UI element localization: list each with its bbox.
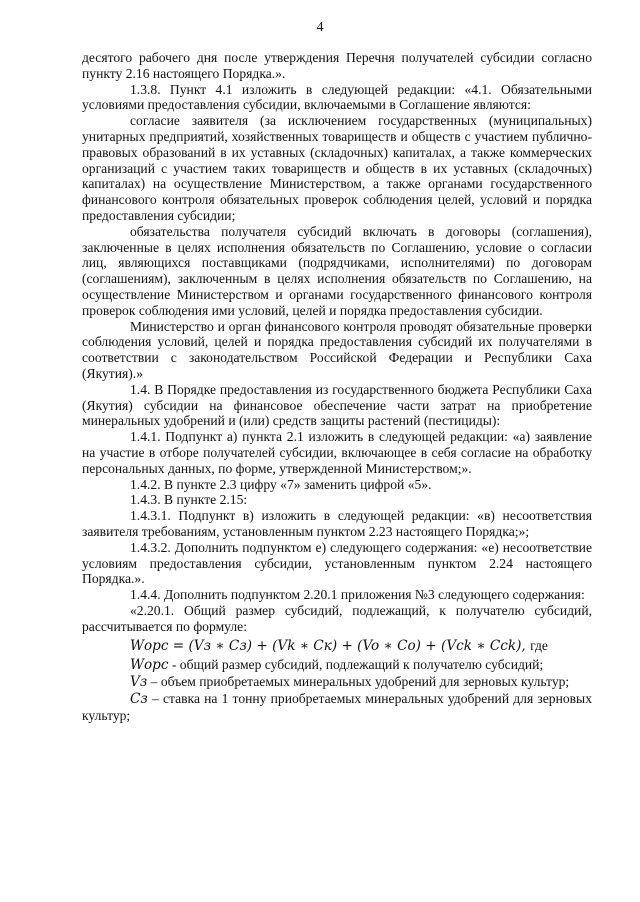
definition [82, 691, 592, 724]
definition-symbol: Vз [130, 674, 148, 691]
definition-text: – ставка на 1 тонну приобретаемых минеральных удобрений для зерновых культур; [82, 691, 592, 723]
definition-symbol: Сз [130, 691, 148, 708]
paragraph: 1.4.3. В пункте 2.15: [130, 492, 248, 508]
definition [82, 657, 592, 674]
formula-expression: Wорс = (Vз ∗ Cз) + (Vk ∗ Cк) + (Vo ∗ Co) + (Vck ∗ Cck), [130, 638, 526, 655]
subsidy-formula [82, 637, 592, 655]
paragraph: 1.4.3.1. Подпункт в) изложить в следующей редакции: «в) несоответствия заявителя требованиям, установленным пунктом 2.23 настоящего Порядка;»; [82, 508, 592, 539]
definition-text: - общий размер субсидий, подлежащий к получателю субсидий; [168, 657, 544, 673]
definition-symbol: Wорс [130, 657, 169, 674]
paragraph: 1.4.2. В пункте 2.3 цифру «7» заменить цифрой «5». [130, 476, 432, 492]
formula-suffix: где [530, 638, 548, 654]
paragraph: согласие заявителя (за исключением государственных (муниципальных) унитарных предприятий, хозяйственных товариществ и обществ с участием публично-правовых образований в их уставных (складочных) капиталах, а также коммерческих организаций с участием таких товариществ и обществ в их уставных (складочных) капиталах) на осуществление Министерством, а также органами государственного финансового контроля обязательных проверок соблюдения целей, условий и порядка предоставления субсидии; [82, 113, 592, 223]
definition-text: – объем приобретаемых минеральных удобрений для зерновых культур; [147, 674, 570, 690]
page-number: 4 [316, 20, 324, 35]
paragraph: 1.4.1. Подпункт а) пункта 2.1 изложить в следующей редакции: «а) заявление на участие в отборе получателей субсидии, включающее в себя согласие на обработку персональных данных, по форме, утвержденной Министерством;». [82, 429, 592, 476]
paragraph: десятого рабочего дня после утверждения Перечня получателей субсидии согласно пункту 2.16 настоящего Порядка.». [82, 50, 592, 81]
document-body [82, 50, 592, 724]
paragraph: «2.20.1. Общий размер субсидий, подлежащий, к получателю субсидий, рассчитывается по формуле: [82, 602, 592, 634]
definition [82, 674, 592, 691]
paragraph: Министерство и орган финансового контроля проводят обязательные проверки соблюдения условий, целей и порядка предоставления субсидий их получателями в соответствии с законодательством Российской Федерации и Республики Саха (Якутия).» [82, 318, 592, 381]
paragraph: 1.4.3.2. Дополнить подпунктом е) следующего содержания: «е) несоответствие условиям предоставления субсидии, установленным пунктом 2.24 настоящего Порядка.». [82, 539, 592, 587]
paragraph: 1.4. В Порядке предоставления из государственного бюджета Республики Саха (Якутия) субсидии на финансовое обеспечение части затрат на приобретение минеральных удобрений и (или) средств защиты растений (пестициды): [82, 381, 592, 429]
paragraph: 1.4.4. Дополнить подпунктом 2.20.1 приложения №3 следующего содержания: [130, 587, 585, 603]
paragraph: обязательства получателя субсидий включать в договоры (соглашения), заключенные в целях исполнения обязательств по Соглашению, условие о согласии лиц, являющихся поставщиками (подрядчиками, исполнителями) по договорам (соглашениям), заключенным в целях исполнения обязательств по Соглашению, на осуществление Министерством и органами государственного финансового контроля проверок соблюдения ими условий, целей и порядка предоставления субсидии. [82, 223, 592, 318]
paragraph: 1.3.8. Пункт 4.1 изложить в следующей редакции: «4.1. Обязательными условиями предоставления субсидии, включаемыми в Соглашение являются: [82, 81, 592, 113]
